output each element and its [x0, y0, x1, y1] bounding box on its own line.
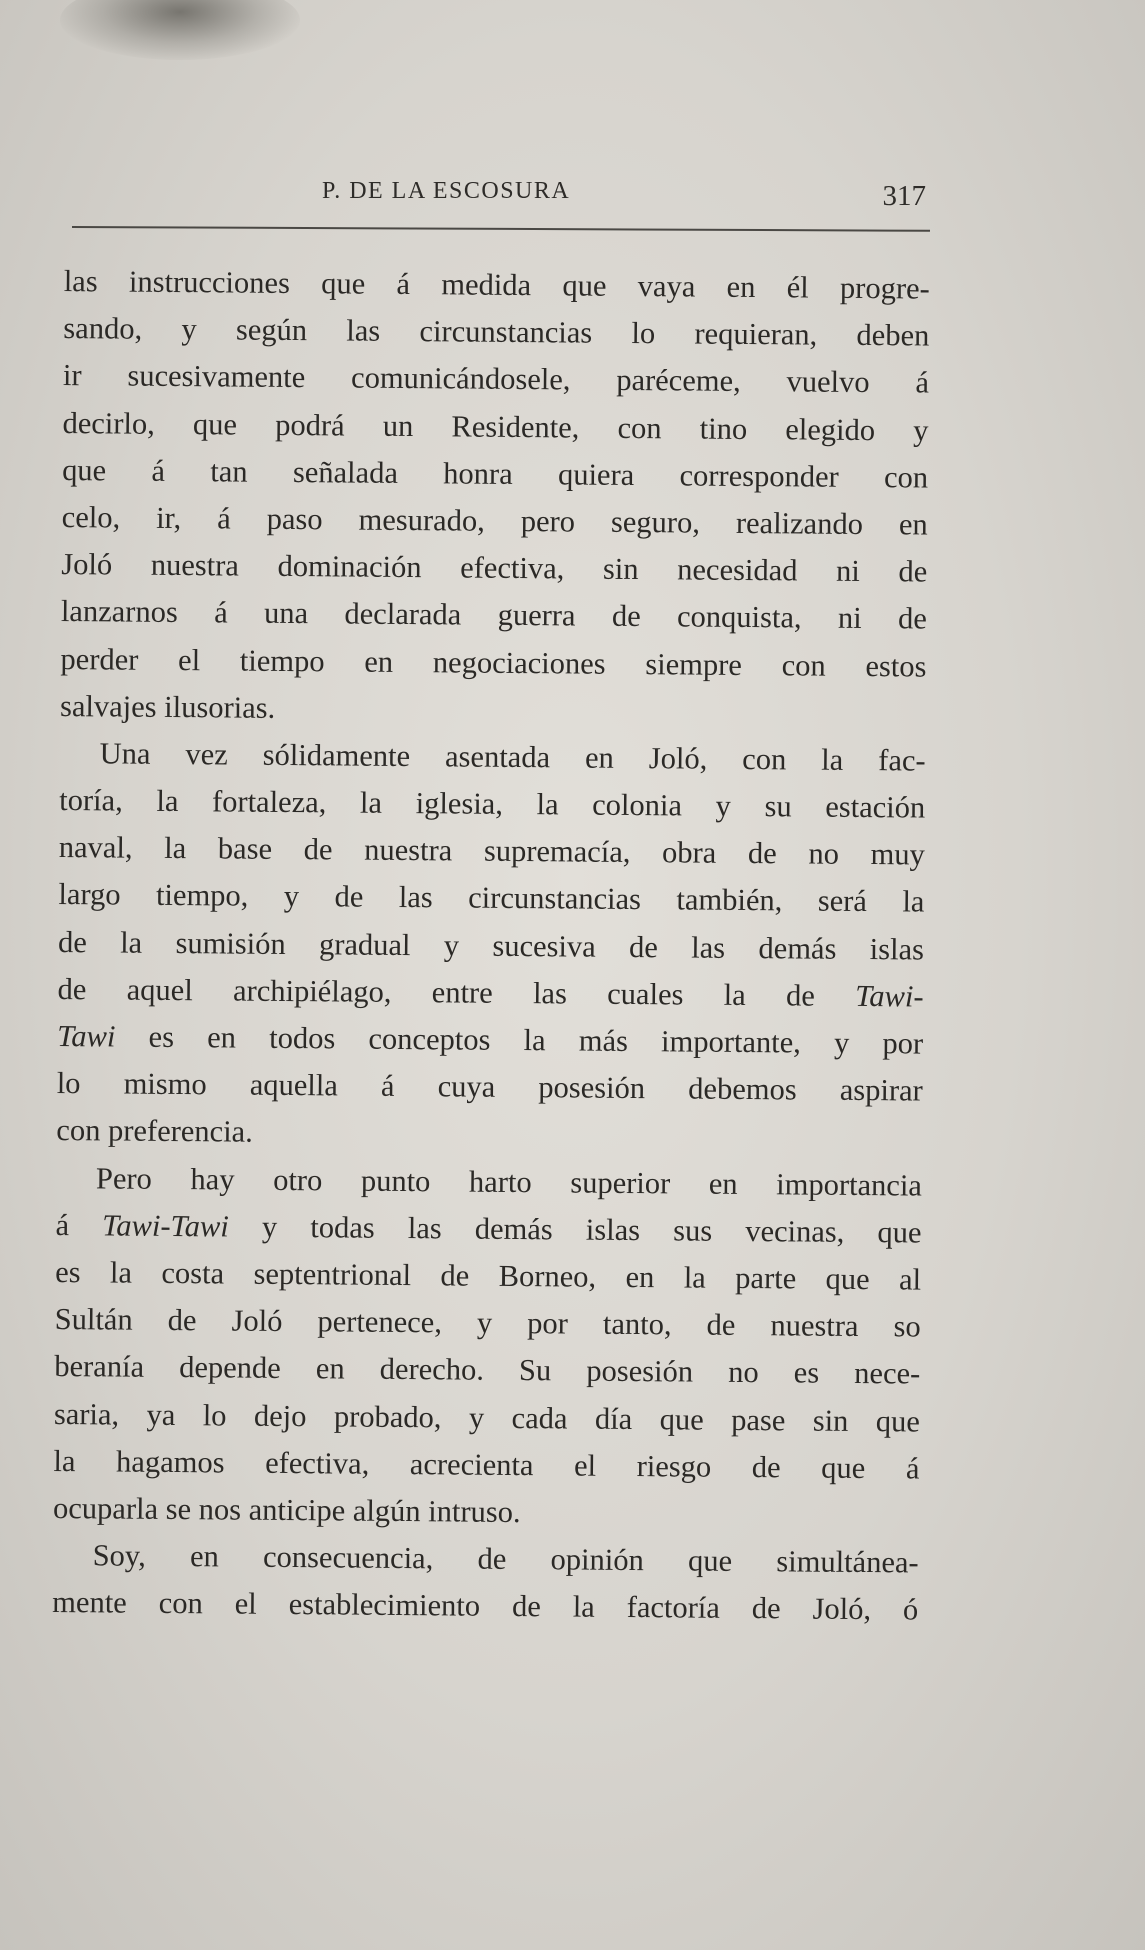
text-line: lanzarnos á una declarada guerra de conquista, ni de	[60, 594, 928, 636]
text-line: ir sucesivamente comunicándosele, paréceme, vuelvo á	[62, 358, 930, 400]
text-line: beranía depende en derecho. Su posesión no es nece-	[54, 1349, 921, 1391]
text-line: Sultán de Joló pertenece, y por tanto, de nuestra so	[54, 1302, 921, 1344]
running-head	[72, 170, 928, 220]
text-line: mente con el establecimiento de la factoría de Joló, ó	[52, 1585, 919, 1627]
body-text	[52, 258, 930, 1634]
text-line: á Tawi-Tawi y todas las demás islas sus vecinas, que	[55, 1207, 922, 1250]
text-line: que á tan señalada honra quiera corresponder con	[62, 452, 929, 495]
text-line: las instrucciones que á medida que vaya en él progre-	[63, 263, 930, 306]
text-line: perder el tiempo en negociaciones siempre con estos	[60, 641, 927, 684]
text-line: celo, ir, á paso mesurado, pero seguro, realizando en	[61, 499, 928, 542]
text-line: es la costa septentrional de Borneo, en la parte que al	[55, 1254, 922, 1297]
text-line: Tawi es en todos conceptos la más importante, y por	[57, 1018, 924, 1061]
page-number: 317	[882, 180, 926, 212]
text-line: ocuparla se nos anticipe algún intruso.	[52, 1490, 521, 1529]
running-head-author: P. DE LA ESCOSURA	[322, 178, 571, 204]
text-line: de la sumisión gradual y sucesiva de las demás islas	[57, 924, 925, 967]
text-line: decirlo, que podrá un Residente, con tino elegido y	[62, 405, 929, 448]
text-line: con preferencia.	[56, 1113, 253, 1150]
text-line: salvajes ilusorias.	[59, 688, 276, 725]
header-rule	[72, 226, 930, 232]
text-line: Pero hay otro punto harto superior en importancia	[95, 1160, 923, 1203]
text-line: largo tiempo, y de las circunstancias también, será la	[58, 877, 925, 919]
text-line: Soy, en consecuencia, de opinión que simultánea-	[92, 1538, 919, 1580]
paper-stain	[60, 0, 300, 60]
text-line: Joló nuestra dominación efectiva, sin necesidad ni de	[61, 547, 928, 589]
text-line: saria, ya lo dejo probado, y cada día que pase sin que	[53, 1396, 921, 1439]
text-line: Una vez sólidamente asentada en Joló, con la fac-	[99, 736, 926, 778]
text-line: naval, la base de nuestra supremacía, obra de no muy	[58, 830, 925, 872]
text-line: de aquel archipiélago, entre las cuales la de Tawi-	[57, 971, 924, 1014]
text-line: lo mismo aquella á cuya posesión debemos aspirar	[56, 1066, 923, 1108]
text-line: la hagamos efectiva, acrecienta el riesgo de que á	[53, 1443, 920, 1486]
text-line: sando, y según las circunstancias lo requieran, deben	[63, 311, 930, 353]
text-line: toría, la fortaleza, la iglesia, la colonia y su estación	[59, 783, 926, 825]
